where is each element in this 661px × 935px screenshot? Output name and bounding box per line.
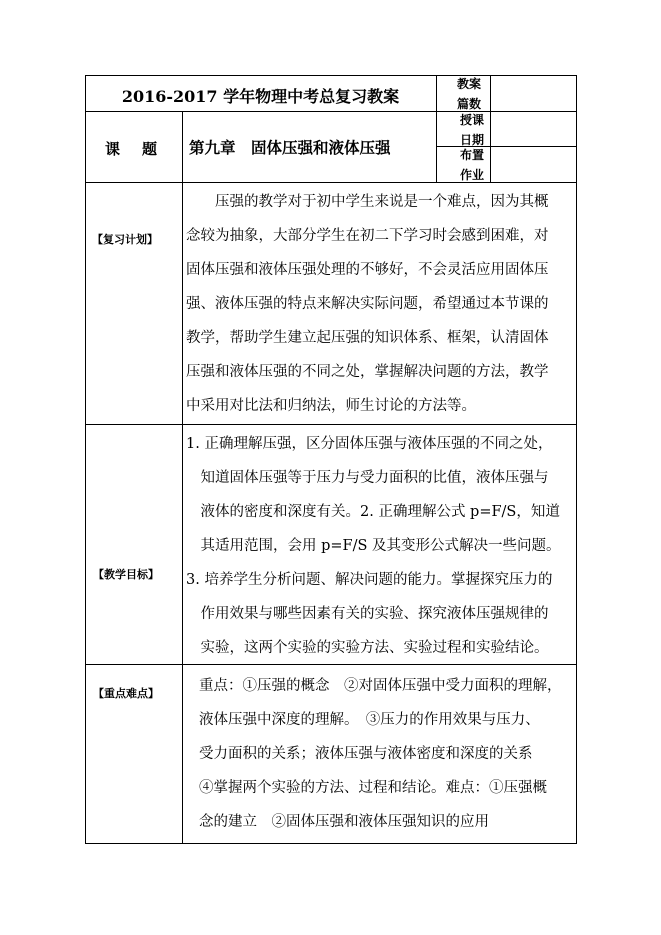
homework-label: 布置 作业	[460, 148, 485, 182]
table-border-col1	[182, 111, 183, 844]
text-line: 3. 培养学生分析问题、解决问题的能力。掌握探究压力的	[186, 572, 553, 588]
text-line: 念的建立 ②固体压强和液体压强知识的应用	[199, 814, 489, 830]
review-plan-text	[186, 184, 576, 424]
text-line: 中采用对比法和归纳法，师生讨论的方法等。	[186, 398, 476, 414]
topic-title: 第九章 固体压强和液体压强	[189, 138, 391, 157]
key-points-label: 【重点难点】	[93, 687, 159, 700]
text-line: 重点：①压强的概念 ②对固体压强中受力面积的理解，	[199, 678, 562, 694]
table-border-row3	[85, 182, 577, 183]
text-line: 压强和液体压强的不同之处，掌握解决问题的方法，教学	[186, 364, 549, 380]
text-line: 念较为抽象，大部分学生在初二下学习时会感到困难，对	[186, 228, 549, 244]
teach-date-label: 授课 日期	[460, 113, 485, 147]
table-border-col2	[436, 75, 437, 183]
text-line: 强、液体压强的特点来解决实际问题，希望通过本节课的	[186, 296, 549, 312]
key-points-text	[199, 666, 576, 843]
table-border-left	[85, 75, 86, 844]
review-plan-label: 【复习计划】	[92, 233, 158, 246]
text-line: 实验，这两个实验的实验方法、实验过程和实验结论。	[186, 640, 549, 656]
text-line: 液体的密度和深度有关。2. 正确理解公式 p=F/S，知道	[186, 504, 560, 520]
teaching-goals-text	[186, 426, 576, 664]
lesson-count-label: 教案 篇数	[457, 77, 482, 111]
text-line: 固体压强和液体压强处理的不够好，不会灵活应用固体压	[186, 262, 549, 278]
teaching-goals-label: 【教学目标】	[93, 568, 159, 581]
table-border-row5	[85, 664, 577, 665]
text-line: 液体压强中深度的理解。 ③压力的作用效果与压力、	[199, 712, 540, 728]
table-border-bottom	[85, 843, 577, 844]
text-line: 压强的教学对于初中学生来说是一个难点，因为其概	[186, 194, 549, 210]
table-border-right	[576, 75, 577, 844]
text-line: 1. 正确理解压强，区分固体压强与液体压强的不同之处，	[186, 436, 553, 452]
document-title: 2016-2017 学年物理中考总复习教案	[121, 87, 400, 106]
teach-date-field[interactable]	[491, 112, 576, 146]
lesson-count-field[interactable]	[491, 76, 576, 111]
text-line: 作用效果与哪些因素有关的实验、探究液体压强规律的	[186, 606, 549, 622]
topic-label: 课题	[105, 140, 180, 158]
text-line: ④掌握两个实验的方法、过程和结论。难点：①压强概	[199, 780, 547, 796]
table-border-row4	[85, 424, 577, 425]
text-line: 知道固体压强等于压力与受力面积的比值，液体压强与	[186, 470, 549, 486]
text-line: 其适用范围，会用 p=F/S 及其变形公式解决一些问题。	[186, 538, 561, 554]
text-line: 教学，帮助学生建立起压强的知识体系、框架，认清固体	[186, 330, 549, 346]
text-line: 受力面积的关系；液体压强与液体密度和深度的关系	[199, 746, 533, 762]
homework-field[interactable]	[491, 147, 576, 182]
